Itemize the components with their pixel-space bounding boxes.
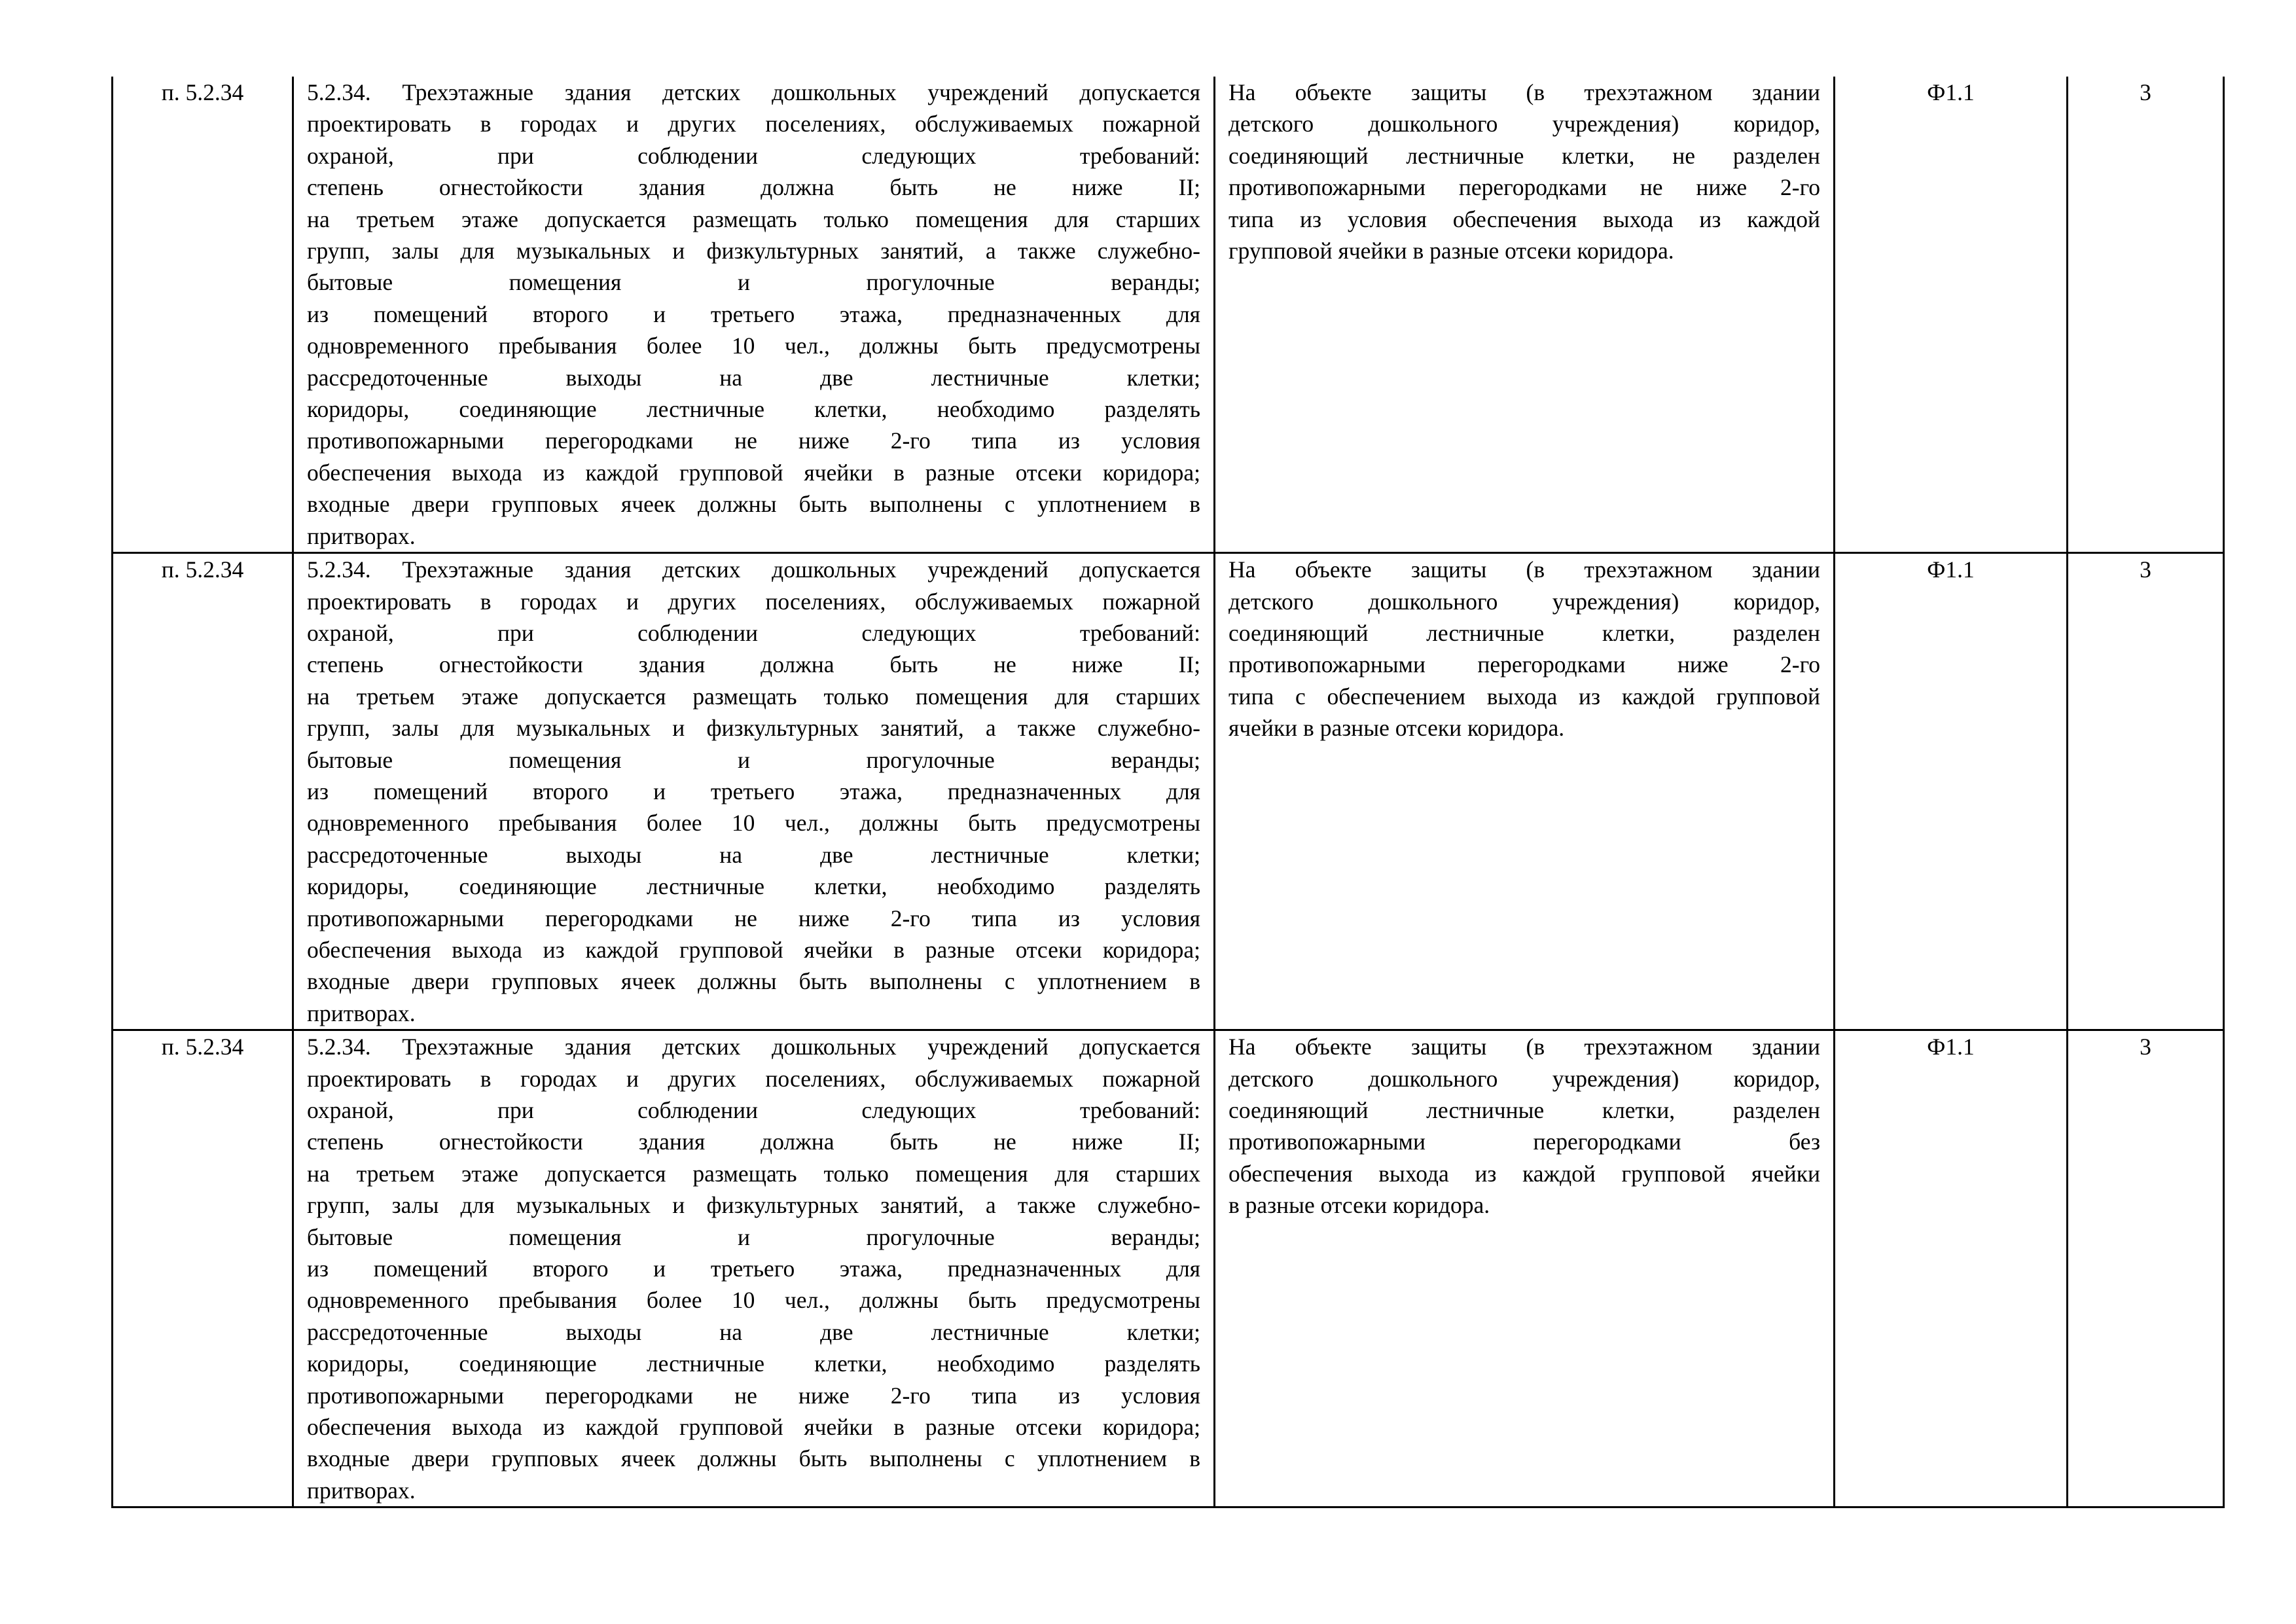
text-line: коридоры, соединяющие лестничные клетки, необходимо разделять bbox=[307, 1350, 1200, 1377]
text-line: из помещений второго и третьего этажа, предназначенных для bbox=[307, 1255, 1200, 1282]
text-line: детского дошкольного учреждения) коридор, bbox=[1229, 111, 1820, 137]
category-value: 3 bbox=[2140, 556, 2151, 583]
text-line: противопожарными перегородками не ниже 2-го типа из условия bbox=[307, 427, 1200, 454]
text-line: одновременного пребывания более 10 чел., должны быть предусмотрены bbox=[307, 333, 1200, 359]
text-line: типа с обеспечением выхода из каждой групповой bbox=[1229, 683, 1820, 710]
norm-reference-cell bbox=[113, 553, 293, 1030]
text-line: одновременного пребывания более 10 чел., должны быть предусмотрены bbox=[307, 1287, 1200, 1314]
table-row bbox=[113, 77, 2224, 553]
text-line: детского дошкольного учреждения) коридор, bbox=[1229, 1065, 1820, 1092]
text-line: охраной, при соблюдении следующих требований: bbox=[307, 619, 1200, 646]
text-line: степень огнестойкости здания должна быть не ниже II; bbox=[307, 651, 1200, 678]
text-line: в разные отсеки коридора. bbox=[1229, 1192, 1490, 1219]
category-value: 3 bbox=[2140, 79, 2151, 105]
text-line: обеспечения выхода из каждой групповой ячейки в разные отсеки коридора; bbox=[307, 459, 1200, 486]
functional-class-cell bbox=[1835, 553, 2068, 1030]
text-line: проектировать в городах и других поселениях, обслуживаемых пожарной bbox=[307, 1065, 1200, 1092]
text-line: 5.2.34. Трехэтажные здания детских дошкольных учреждений допускается bbox=[307, 1034, 1200, 1060]
functional-class-cell bbox=[1835, 77, 2068, 553]
text-line: степень огнестойкости здания должна быть не ниже II; bbox=[307, 174, 1200, 201]
norm-reference-cell bbox=[113, 1030, 293, 1507]
violation-cell bbox=[1215, 77, 1835, 553]
text-line: рассредоточенные выходы на две лестничные клетки; bbox=[307, 841, 1200, 868]
text-line: проектировать в городах и других поселениях, обслуживаемых пожарной bbox=[307, 111, 1200, 137]
category-cell bbox=[2068, 553, 2224, 1030]
text-line: охраной, при соблюдении следующих требований: bbox=[307, 142, 1200, 169]
norm-reference: п. 5.2.34 bbox=[161, 79, 244, 105]
table-row bbox=[113, 553, 2224, 1030]
text-line: бытовые помещения и прогулочные веранды; bbox=[307, 269, 1200, 296]
text-line: противопожарными перегородками ниже 2-го bbox=[1229, 651, 1820, 678]
text-line: входные двери групповых ячеек должны быть выполнены с уплотнением в bbox=[307, 1445, 1200, 1472]
text-line: обеспечения выхода из каждой групповой ячейки в разные отсеки коридора; bbox=[307, 1414, 1200, 1441]
functional-class: Ф1.1 bbox=[1927, 79, 1975, 105]
text-line: ячейки в разные отсеки коридора. bbox=[1229, 715, 1565, 742]
text-line: на третьем этаже допускается размещать только помещения для старших bbox=[307, 683, 1200, 710]
text-line: соединяющий лестничные клетки, не разделен bbox=[1229, 142, 1820, 169]
text-line: типа из условия обеспечения выхода из каждой bbox=[1229, 206, 1820, 232]
text-line: коридоры, соединяющие лестничные клетки, необходимо разделять bbox=[307, 873, 1200, 900]
category-cell bbox=[2068, 77, 2224, 553]
category-value: 3 bbox=[2140, 1034, 2151, 1060]
text-line: обеспечения выхода из каждой групповой ячейки в разные отсеки коридора; bbox=[307, 936, 1200, 963]
text-line: групп, залы для музыкальных и физкультурных занятий, а также служебно- bbox=[307, 238, 1200, 264]
text-line: обеспечения выхода из каждой групповой ячейки bbox=[1229, 1160, 1820, 1187]
functional-class: Ф1.1 bbox=[1927, 1034, 1975, 1060]
text-line: групповой ячейки в разные отсеки коридора. bbox=[1229, 238, 1674, 264]
text-line: детского дошкольного учреждения) коридор, bbox=[1229, 588, 1820, 615]
text-line: на третьем этаже допускается размещать только помещения для старших bbox=[307, 206, 1200, 232]
requirement-cell bbox=[293, 553, 1215, 1030]
text-line: притворах. bbox=[307, 1000, 416, 1026]
text-line: на третьем этаже допускается размещать только помещения для старших bbox=[307, 1160, 1200, 1187]
text-line: противопожарными перегородками не ниже 2-го bbox=[1229, 174, 1820, 201]
text-line: противопожарными перегородками не ниже 2-го типа из условия bbox=[307, 1382, 1200, 1409]
text-line: рассредоточенные выходы на две лестничные клетки; bbox=[307, 1318, 1200, 1345]
text-line: 5.2.34. Трехэтажные здания детских дошкольных учреждений допускается bbox=[307, 79, 1200, 105]
norm-reference-cell bbox=[113, 77, 293, 553]
violations-table bbox=[111, 77, 2225, 1508]
text-line: соединяющий лестничные клетки, разделен bbox=[1229, 1097, 1820, 1123]
text-line: притворах. bbox=[307, 522, 416, 549]
text-line: противопожарными перегородками не ниже 2-го типа из условия bbox=[307, 905, 1200, 931]
text-line: входные двери групповых ячеек должны быть выполнены с уплотнением в bbox=[307, 968, 1200, 995]
text-line: степень огнестойкости здания должна быть не ниже II; bbox=[307, 1128, 1200, 1155]
norm-reference: п. 5.2.34 bbox=[161, 1034, 244, 1060]
text-line: из помещений второго и третьего этажа, предназначенных для bbox=[307, 778, 1200, 804]
text-line: групп, залы для музыкальных и физкультурных занятий, а также служебно- bbox=[307, 1192, 1200, 1219]
functional-class: Ф1.1 bbox=[1927, 556, 1975, 583]
violation-cell bbox=[1215, 553, 1835, 1030]
norm-reference: п. 5.2.34 bbox=[161, 556, 244, 583]
functional-class-cell bbox=[1835, 1030, 2068, 1507]
text-line: одновременного пребывания более 10 чел., должны быть предусмотрены bbox=[307, 810, 1200, 837]
category-cell bbox=[2068, 1030, 2224, 1507]
requirement-cell bbox=[293, 77, 1215, 553]
violation-cell bbox=[1215, 1030, 1835, 1507]
text-line: На объекте защиты (в трехэтажном здании bbox=[1229, 79, 1820, 105]
text-line: бытовые помещения и прогулочные веранды; bbox=[307, 746, 1200, 773]
text-line: 5.2.34. Трехэтажные здания детских дошкольных учреждений допускается bbox=[307, 556, 1200, 583]
text-line: рассредоточенные выходы на две лестничные клетки; bbox=[307, 364, 1200, 391]
text-line: бытовые помещения и прогулочные веранды; bbox=[307, 1223, 1200, 1250]
text-line: коридоры, соединяющие лестничные клетки, необходимо разделять bbox=[307, 396, 1200, 423]
text-line: На объекте защиты (в трехэтажном здании bbox=[1229, 1034, 1820, 1060]
table-body bbox=[113, 77, 2224, 1507]
text-line: проектировать в городах и других поселениях, обслуживаемых пожарной bbox=[307, 588, 1200, 615]
text-line: соединяющий лестничные клетки, разделен bbox=[1229, 619, 1820, 646]
text-line: из помещений второго и третьего этажа, предназначенных для bbox=[307, 300, 1200, 327]
requirement-cell bbox=[293, 1030, 1215, 1507]
text-line: входные двери групповых ячеек должны быть выполнены с уплотнением в bbox=[307, 491, 1200, 518]
text-line: охраной, при соблюдении следующих требований: bbox=[307, 1097, 1200, 1123]
table-row bbox=[113, 1030, 2224, 1507]
text-line: притворах. bbox=[307, 1477, 416, 1504]
text-line: групп, залы для музыкальных и физкультурных занятий, а также служебно- bbox=[307, 715, 1200, 742]
text-line: На объекте защиты (в трехэтажном здании bbox=[1229, 556, 1820, 583]
text-line: противопожарными перегородками без bbox=[1229, 1128, 1820, 1155]
